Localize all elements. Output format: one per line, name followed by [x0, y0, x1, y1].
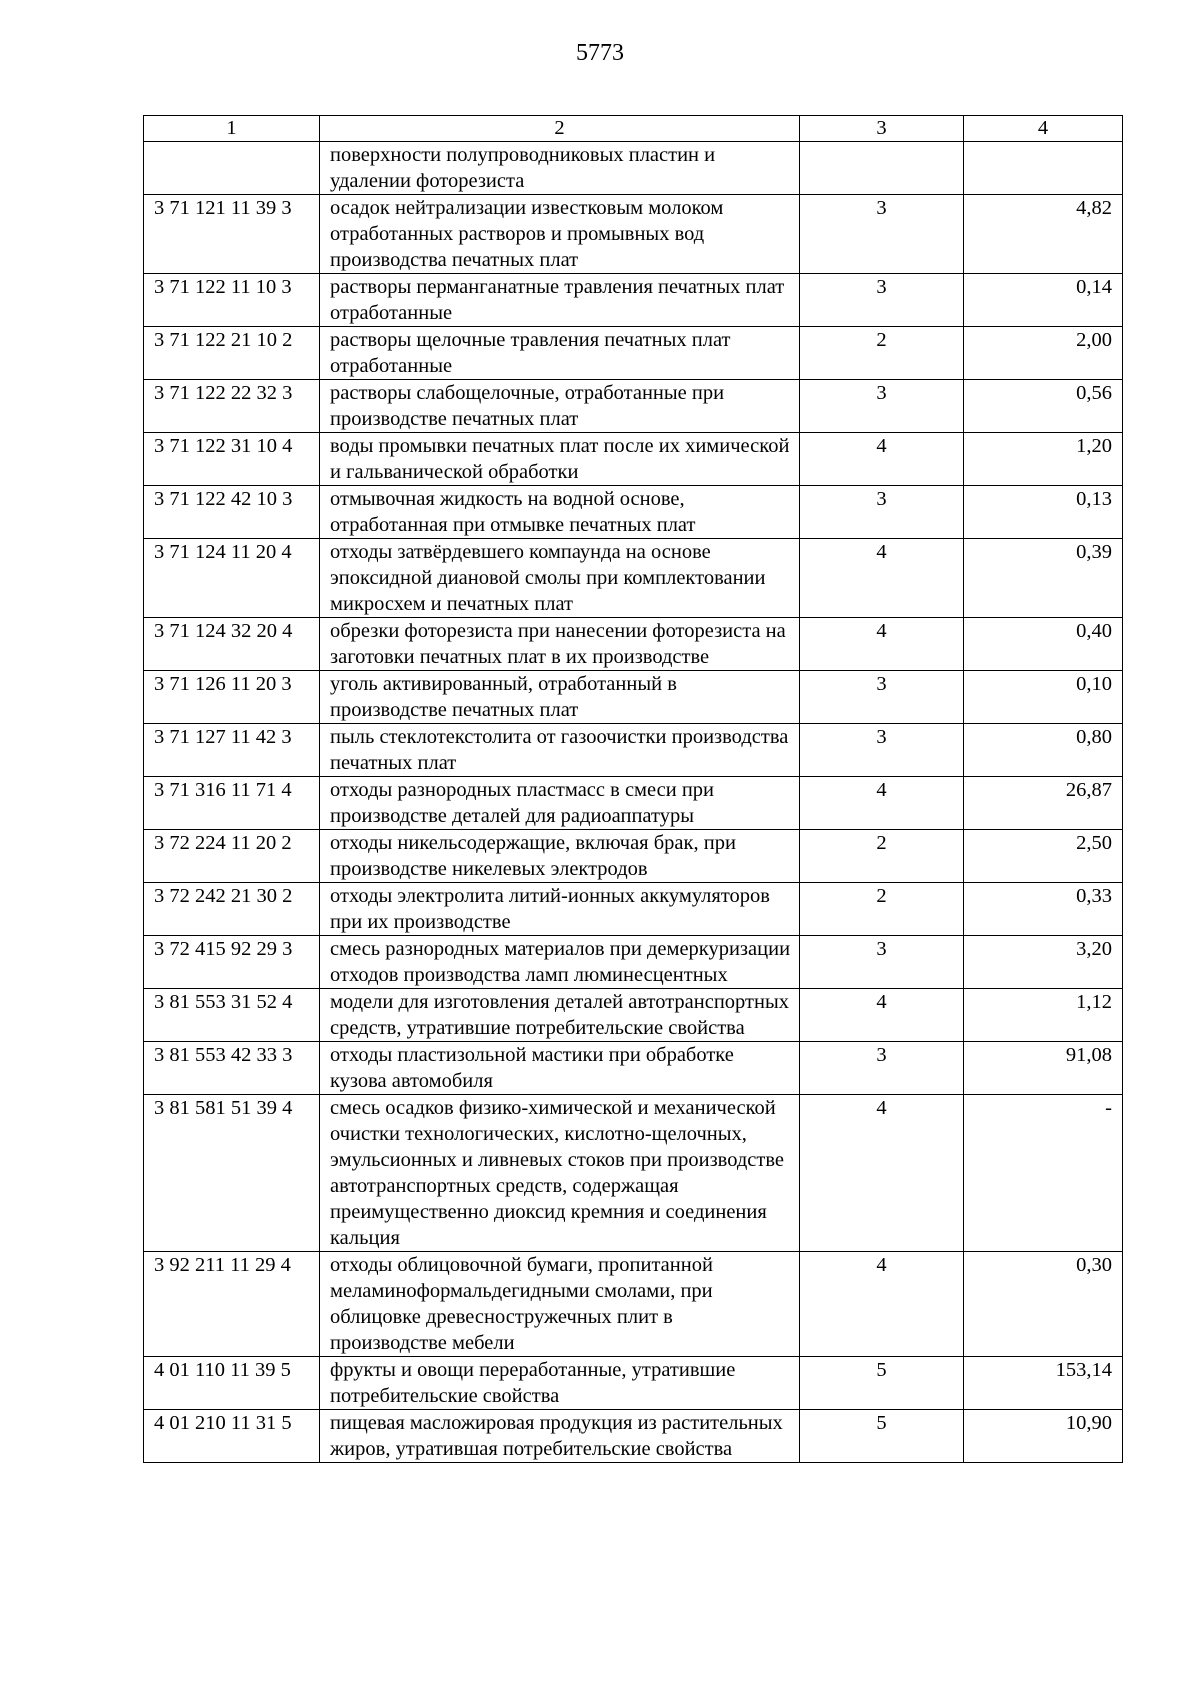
waste-code-cell: 3 72 415 92 29 3 [144, 936, 320, 989]
waste-description-cell: отходы разнородных пластмасс в смеси при производстве деталей для радиоаппатуры [320, 777, 800, 830]
hazard-class-cell: 3 [800, 1042, 964, 1095]
waste-code-cell: 3 71 122 31 10 4 [144, 433, 320, 486]
waste-description-cell: растворы слабощелочные, отработанные при производстве печатных плат [320, 380, 800, 433]
hazard-class-cell: 4 [800, 539, 964, 618]
hazard-class-cell: 5 [800, 1357, 964, 1410]
table-header-row [144, 116, 1123, 142]
waste-description-cell: обрезки фоторезиста при нанесении фоторезиста на заготовки печатных плат в их производстве [320, 618, 800, 671]
table-row [144, 1357, 1123, 1410]
waste-description-cell: пищевая масложировая продукция из растительных жиров, утратившая потребительские свойства [320, 1410, 800, 1463]
value-cell: 91,08 [964, 1042, 1123, 1095]
hazard-class-cell: 3 [800, 380, 964, 433]
waste-code-cell: 3 71 126 11 20 3 [144, 671, 320, 724]
waste-description-cell: уголь активированный, отработанный в производстве печатных плат [320, 671, 800, 724]
waste-code-cell: 3 71 122 22 32 3 [144, 380, 320, 433]
waste-code-cell: 3 71 122 42 10 3 [144, 486, 320, 539]
value-cell: 2,00 [964, 327, 1123, 380]
table-row [144, 486, 1123, 539]
table-row [144, 142, 1123, 195]
hazard-class-cell: 4 [800, 618, 964, 671]
hazard-class-cell: 5 [800, 1410, 964, 1463]
hazard-class-cell: 3 [800, 671, 964, 724]
table-row [144, 724, 1123, 777]
hazard-class-cell: 2 [800, 327, 964, 380]
waste-code-cell: 3 71 121 11 39 3 [144, 195, 320, 274]
waste-description-cell: фрукты и овощи переработанные, утратившие потребительские свойства [320, 1357, 800, 1410]
table-row [144, 274, 1123, 327]
waste-description-cell: растворы перманганатные травления печатных плат отработанные [320, 274, 800, 327]
table-row [144, 433, 1123, 486]
value-cell: 0,39 [964, 539, 1123, 618]
table-row [144, 195, 1123, 274]
column-header-2: 2 [320, 116, 800, 142]
waste-code-cell: 3 72 242 21 30 2 [144, 883, 320, 936]
table-row [144, 883, 1123, 936]
column-header-1: 1 [144, 116, 320, 142]
waste-description-cell: отмывочная жидкость на водной основе, отработанная при отмывке печатных плат [320, 486, 800, 539]
table-row [144, 671, 1123, 724]
hazard-class-cell: 3 [800, 274, 964, 327]
waste-code-cell: 4 01 110 11 39 5 [144, 1357, 320, 1410]
waste-description-cell: смесь разнородных материалов при демеркуризации отходов производства ламп люминесцентных [320, 936, 800, 989]
waste-description-cell: отходы пластизольной мастики при обработке кузова автомобиля [320, 1042, 800, 1095]
table-row [144, 830, 1123, 883]
value-cell: 1,12 [964, 989, 1123, 1042]
value-cell: 2,50 [964, 830, 1123, 883]
column-header-3: 3 [800, 116, 964, 142]
value-cell: 0,40 [964, 618, 1123, 671]
hazard-class-cell: 2 [800, 830, 964, 883]
hazard-class-cell: 4 [800, 1095, 964, 1252]
waste-code-cell: 3 71 124 11 20 4 [144, 539, 320, 618]
waste-code-cell: 3 71 316 11 71 4 [144, 777, 320, 830]
hazard-class-cell: 3 [800, 195, 964, 274]
value-cell: 0,30 [964, 1252, 1123, 1357]
waste-description-cell: растворы щелочные травления печатных плат отработанные [320, 327, 800, 380]
hazard-class-cell [800, 142, 964, 195]
table-row [144, 327, 1123, 380]
waste-code-cell: 4 01 210 11 31 5 [144, 1410, 320, 1463]
waste-description-cell: осадок нейтрализации известковым молоком отработанных растворов и промывных вод производства печатных плат [320, 195, 800, 274]
waste-description-cell: отходы облицовочной бумаги, пропитанной меламиноформальдегидными смолами, при облицовке древесностружечных плит в производстве мебели [320, 1252, 800, 1357]
table-row [144, 1410, 1123, 1463]
value-cell [964, 142, 1123, 195]
waste-code-cell: 3 81 581 51 39 4 [144, 1095, 320, 1252]
waste-code-cell: 3 71 127 11 42 3 [144, 724, 320, 777]
waste-code-cell: 3 72 224 11 20 2 [144, 830, 320, 883]
value-cell: 10,90 [964, 1410, 1123, 1463]
table-row [144, 936, 1123, 989]
waste-code-cell: 3 81 553 42 33 3 [144, 1042, 320, 1095]
hazard-class-cell: 2 [800, 883, 964, 936]
value-cell: 0,56 [964, 380, 1123, 433]
value-cell: 1,20 [964, 433, 1123, 486]
page-number: 5773 [576, 40, 624, 66]
value-cell: 4,82 [964, 195, 1123, 274]
table-row [144, 539, 1123, 618]
waste-code-cell: 3 71 122 21 10 2 [144, 327, 320, 380]
value-cell: 0,14 [964, 274, 1123, 327]
hazard-class-cell: 4 [800, 433, 964, 486]
waste-register-table [143, 115, 1123, 1463]
table-row [144, 1095, 1123, 1252]
waste-description-cell: пыль стеклотекстолита от газоочистки производства печатных плат [320, 724, 800, 777]
waste-code-cell: 3 71 124 32 20 4 [144, 618, 320, 671]
waste-code-cell: 3 92 211 11 29 4 [144, 1252, 320, 1357]
waste-description-cell: модели для изготовления деталей автотранспортных средств, утратившие потребительские свойства [320, 989, 800, 1042]
table-row [144, 989, 1123, 1042]
hazard-class-cell: 4 [800, 989, 964, 1042]
table-row [144, 1042, 1123, 1095]
waste-code-cell: 3 81 553 31 52 4 [144, 989, 320, 1042]
hazard-class-cell: 3 [800, 724, 964, 777]
column-header-4: 4 [964, 116, 1123, 142]
value-cell: 0,13 [964, 486, 1123, 539]
value-cell: 0,33 [964, 883, 1123, 936]
waste-description-cell: поверхности полупроводниковых пластин и удалении фоторезиста [320, 142, 800, 195]
waste-description-cell: отходы затвёрдевшего компаунда на основе эпоксидной диановой смолы при комплектовании микросхем и печатных плат [320, 539, 800, 618]
value-cell: 3,20 [964, 936, 1123, 989]
table-row [144, 380, 1123, 433]
waste-description-cell: смесь осадков физико-химической и механической очистки технологических, кислотно-щелочных, эмульсионных и ливневых стоков при производстве автотранспортных средств, содержащая преимущественно диоксид кремния и соединения кальция [320, 1095, 800, 1252]
hazard-class-cell: 4 [800, 777, 964, 830]
hazard-class-cell: 3 [800, 486, 964, 539]
waste-description-cell: отходы электролита литий-ионных аккумуляторов при их производстве [320, 883, 800, 936]
value-cell: 26,87 [964, 777, 1123, 830]
waste-code-cell [144, 142, 320, 195]
waste-description-cell: воды промывки печатных плат после их химической и гальванической обработки [320, 433, 800, 486]
table-row [144, 777, 1123, 830]
hazard-class-cell: 4 [800, 1252, 964, 1357]
value-cell: 153,14 [964, 1357, 1123, 1410]
table-row [144, 1252, 1123, 1357]
waste-description-cell: отходы никельсодержащие, включая брак, при производстве никелевых электродов [320, 830, 800, 883]
table-row [144, 618, 1123, 671]
value-cell: 0,80 [964, 724, 1123, 777]
value-cell: - [964, 1095, 1123, 1252]
value-cell: 0,10 [964, 671, 1123, 724]
waste-code-cell: 3 71 122 11 10 3 [144, 274, 320, 327]
hazard-class-cell: 3 [800, 936, 964, 989]
